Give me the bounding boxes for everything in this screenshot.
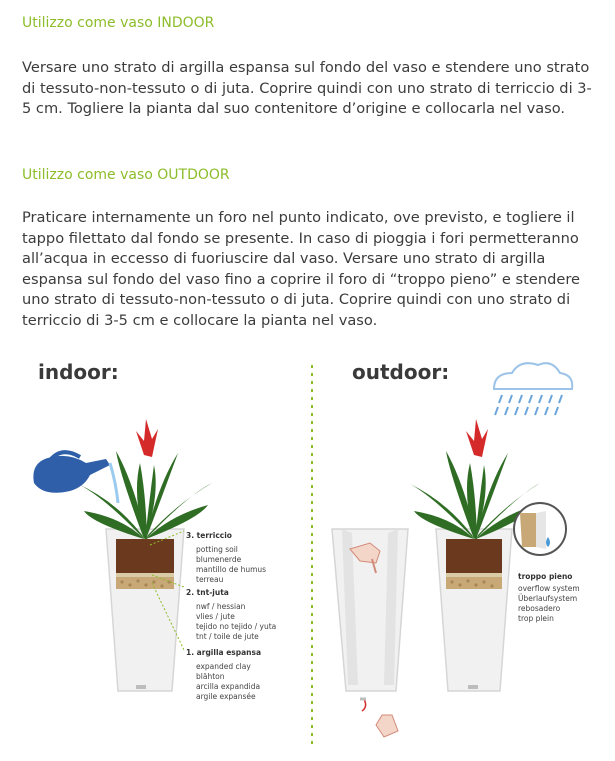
section-outdoor-heading: Utilizzo come vaso OUTDOOR (22, 167, 230, 183)
layer-clay-line: argile expansée (196, 692, 256, 701)
layer-tnt-title: 2. tnt-juta (186, 588, 229, 597)
layer-clay-line: arcilla expandida (196, 682, 261, 691)
layer-clay-line: expanded clay (196, 662, 251, 671)
layer-tnt-line: nwf / hessian (196, 602, 246, 611)
layer-tnt-line: vlies / jute (196, 612, 235, 621)
layer-soil-line: blumenerde (196, 555, 242, 564)
layer-clay-line: blähton (196, 672, 225, 681)
overflow-line: trop plein (518, 614, 554, 623)
layer-soil-line: terreau (196, 575, 224, 584)
thread-cap-hand-icon (360, 699, 398, 737)
layer-soil-title: 3. terriccio (186, 531, 232, 540)
section-indoor-heading: Utilizzo come vaso INDOOR (22, 15, 215, 31)
instruction-illustration (12, 355, 602, 755)
indoor-title: indoor: (38, 360, 119, 384)
section-outdoor-text: Praticare internamente un foro nel punto indicato, ove previsto, e togliere il tappo filettato dal fondo se presente. In caso di pioggia i fori permetteranno all’acqua in eccesso di fuoriuscire dal vaso. Versare uno strato di argilla espansa sul fondo del vaso fino a coprire il foro di “troppo pieno” e stendere uno strato di tessuto-non-tessuto o di juta. Coprire quindi con uno strato di terriccio di 3-5 cm e collocare la pianta nel vaso. (22, 209, 580, 329)
outdoor-title: outdoor: (352, 360, 450, 384)
layer-soil-line: mantillo de humus (196, 565, 267, 574)
layer-tnt-line: tejido no tejido / yuta (196, 622, 277, 631)
overflow-line: overflow system (518, 584, 580, 593)
watering-can-icon (33, 452, 118, 503)
outdoor-pot (436, 529, 512, 691)
indoor-pot (106, 529, 184, 691)
layer-tnt-line: tnt / toile de jute (196, 632, 259, 641)
overflow-line: Überlaufsystem (518, 594, 578, 603)
layer-soil-line: potting soil (196, 545, 238, 554)
section-indoor-text: Versare uno strato di argilla espansa sul fondo del vaso e stendere uno strato di tessuto-non-tessuto o di juta. Coprire quindi con uno strato di terriccio di 3-5 cm. Togliere la pianta dal suo contenitore d’origine e collocarla nel vaso. (22, 59, 592, 117)
overflow-detail-circle (514, 503, 566, 555)
overflow-line: rebosadero (518, 604, 561, 613)
overflow-title: troppo pieno (518, 572, 573, 581)
rain-cloud-icon (494, 363, 572, 415)
layer-clay-title: 1. argilla espansa (186, 648, 262, 657)
indoor-plant (76, 419, 212, 539)
